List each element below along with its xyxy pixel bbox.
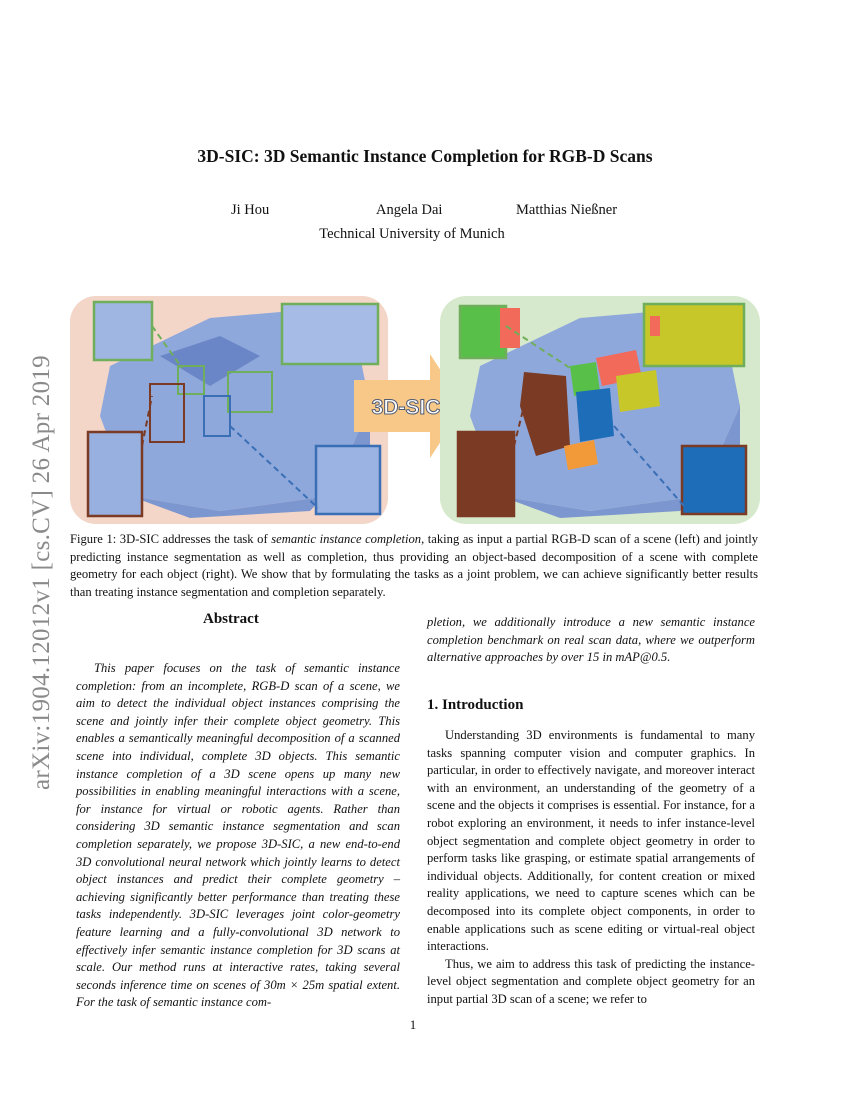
abstract-continued bbox=[427, 614, 755, 667]
author-3: Matthias Nießner bbox=[516, 202, 618, 218]
abstract-heading: Abstract bbox=[203, 611, 259, 627]
inset-box-blue-bottom-right bbox=[316, 446, 380, 514]
arrow-label: 3D-SIC bbox=[371, 396, 441, 419]
introduction-body bbox=[427, 727, 755, 1009]
abstract-paragraph: This paper focuses on the task of semantic instance completion: from an incomplete, RGB-D scan of a scene, we aim to detect the individual object instances comprising the scene and jointly infer their complete object geometry. This enables a semantically meaningful decomposition of a scanned scene into individual, complete 3D objects. This semantic instance completion of a 3D scene opens up many new possibilities in enabling meaningful interactions with a scene, for instance for virtual or robotic agents. Rather than considering 3D semantic instance segmentation and scan completion separately, we propose 3D-SIC, a new end-to-end 3D convolutional neural network which jointly learns to detect object instances and predict their complete geometry – achieving significantly better performance than treating these tasks independently. 3D-SIC leverages joint color-geometry feature learning and a fully-convolutional 3D network to effectively infer semantic instance completion for 3D scans at scale. Our method runs at interactive rates, taking several seconds inference time on scenes of 30m × 25m spatial extent. For the task of semantic instance com- bbox=[76, 661, 400, 1010]
caption-prefix: Figure 1: 3D-SIC addresses the task of bbox=[70, 532, 272, 546]
arxiv-stamp bbox=[22, 290, 62, 790]
intro-paragraph-1: Understanding 3D environments is fundamental to many tasks spanning computer vision and computer graphics. In particular, in order to effectively navigate, and moreover interact with an environment, an understanding of the geometry of a scene and the objects it comprises is essential. For instance, for a robot exploring an environment, it needs to infer instance-level object segmentation and complete object geometry in order to perform tasks like grasping, or estimate spatial arrangements of individual objects. Additionally, for content creation or mixed reality applications, we need to capture scenes which can be decomposed into its complete object components, in order to enable applications such as scene editing or virtual-real object interactions. bbox=[427, 728, 755, 954]
instance-blue-desk bbox=[576, 388, 614, 442]
inset-box-green-top-left bbox=[94, 302, 152, 360]
paper-title: 3D-SIC: 3D Semantic Instance Completion for RGB-D Scans bbox=[197, 146, 653, 166]
inset-box-brown-bottom-left bbox=[88, 432, 142, 516]
caption-body: , taking as input a partial RGB-D scan of a scene (left) and jointly predicting instance segmentation as well as completion, thus providing an object-based decomposition of a scene with complete geometry for each object (right). We show that by formulating the tasks as a joint problem, we can achieve significantly better results than treating instance segmentation and completion separately. bbox=[70, 532, 758, 599]
caption-emphasis: semantic instance completion bbox=[271, 532, 422, 546]
arxiv-stamp-text: arXiv:1904.12012v1 [cs.CV] 26 Apr 2019 bbox=[28, 355, 55, 790]
instance-green-chair bbox=[460, 306, 506, 358]
figure-1 bbox=[70, 296, 760, 524]
inset-instance-blue bbox=[682, 446, 746, 514]
inset-instance-brown bbox=[458, 432, 514, 516]
output-instances-panel bbox=[440, 296, 760, 524]
affiliation: Technical University of Munich bbox=[319, 226, 505, 242]
input-scan-panel bbox=[70, 296, 388, 524]
inset-box-green-top-right bbox=[282, 304, 378, 364]
page-number: 1 bbox=[409, 1017, 417, 1032]
intro-paragraph-2: Thus, we aim to address this task of predicting the instance-level object segmentation and complete object geometry for an input partial 3D scan of a scene; we refer to bbox=[427, 956, 755, 1006]
figure-caption bbox=[70, 531, 758, 601]
introduction-heading: 1. Introduction bbox=[427, 697, 524, 713]
abstract-body bbox=[76, 660, 400, 1012]
author-2: Angela Dai bbox=[376, 202, 443, 218]
abstract-continued-text: pletion, we additionally introduce a new semantic instance completion benchmark on real scan data, where we outperform alternative approaches by over 15 in mAP@0.5. bbox=[427, 615, 755, 665]
author-1: Ji Hou bbox=[231, 202, 270, 218]
